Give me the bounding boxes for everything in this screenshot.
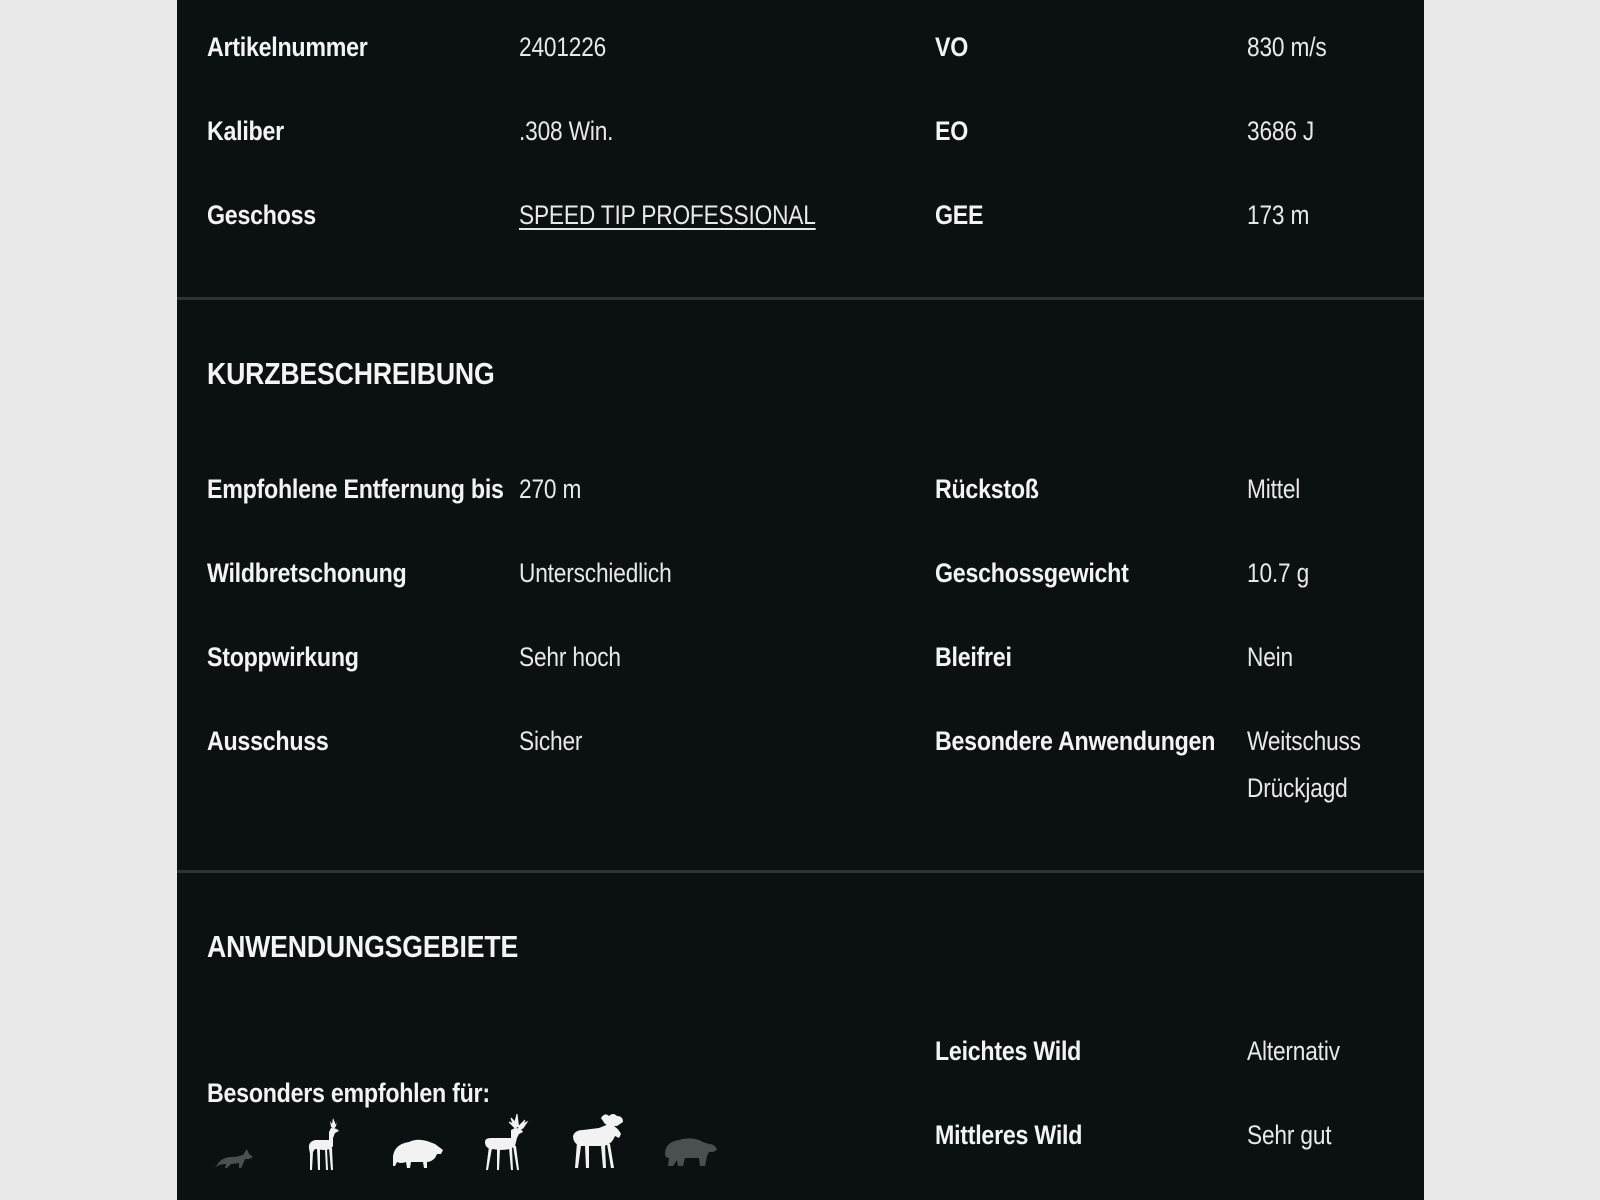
kb-value-besondere-anwendung: Drückjagd (1247, 773, 1348, 803)
kb-label-wildbretschonung: Wildbretschonung (207, 558, 407, 588)
kb-value-wildbretschonung: Unterschiedlich (519, 558, 672, 588)
wild-boar-icon (391, 1134, 445, 1170)
spec-label-kaliber: Kaliber (207, 116, 284, 146)
spec-label-gee: GEE (935, 200, 984, 230)
spec-label-geschoss: Geschoss (207, 200, 316, 230)
spec-label-vo: VO (935, 32, 969, 62)
aw-label-mittleres-wild: Mittleres Wild (935, 1120, 1083, 1150)
product-spec-panel (177, 0, 1424, 1200)
kb-value-bleifrei: Nein (1247, 642, 1293, 672)
section-heading-anwendungsgebiete: ANWENDUNGSGEBIETE (207, 929, 519, 964)
roe-deer-icon (303, 1116, 347, 1172)
kb-value-ausschuss: Sicher (519, 726, 583, 756)
kb-value-besondere-anwendung: Weitschuss (1247, 726, 1361, 756)
kb-value-geschossgewicht: 10.7 g (1247, 558, 1310, 588)
section-divider (177, 297, 1424, 300)
spec-label-eo: EO (935, 116, 969, 146)
kb-label-besondere-anwendungen: Besondere Anwendungen (935, 726, 1216, 756)
kb-label-rueckstoss: Rückstoß (935, 474, 1039, 504)
aw-label-leichtes-wild: Leichtes Wild (935, 1036, 1082, 1066)
bear-icon (663, 1136, 719, 1168)
section-heading-kurzbeschreibung: KURZBESCHREIBUNG (207, 356, 495, 391)
recommended-animals (207, 1112, 727, 1172)
kb-label-entfernung: Empfohlene Entfernung bis (207, 474, 504, 504)
recommended-label: Besonders empfohlen für: (207, 1078, 490, 1108)
fox-icon (211, 1146, 255, 1170)
moose-icon (569, 1112, 627, 1170)
section-divider (177, 870, 1424, 873)
aw-value-mittleres-wild: Sehr gut (1247, 1120, 1332, 1150)
aw-value-leichtes-wild: Alternativ (1247, 1036, 1340, 1066)
spec-value-artikelnummer: 2401226 (519, 32, 607, 62)
red-deer-icon (479, 1112, 533, 1172)
kb-label-stoppwirkung: Stoppwirkung (207, 642, 359, 672)
spec-value-eo: 3686 J (1247, 116, 1315, 146)
kb-label-ausschuss: Ausschuss (207, 726, 329, 756)
spec-value-vo: 830 m/s (1247, 32, 1327, 62)
kb-label-bleifrei: Bleifrei (935, 642, 1012, 672)
kb-label-geschossgewicht: Geschossgewicht (935, 558, 1129, 588)
kb-value-stoppwirkung: Sehr hoch (519, 642, 621, 672)
geschoss-link[interactable]: SPEED TIP PROFESSIONAL (519, 200, 816, 230)
spec-value-kaliber: .308 Win. (519, 116, 614, 146)
kb-value-entfernung: 270 m (519, 474, 582, 504)
spec-label-artikelnummer: Artikelnummer (207, 32, 368, 62)
kb-value-rueckstoss: Mittel (1247, 474, 1301, 504)
spec-value-gee: 173 m (1247, 200, 1310, 230)
